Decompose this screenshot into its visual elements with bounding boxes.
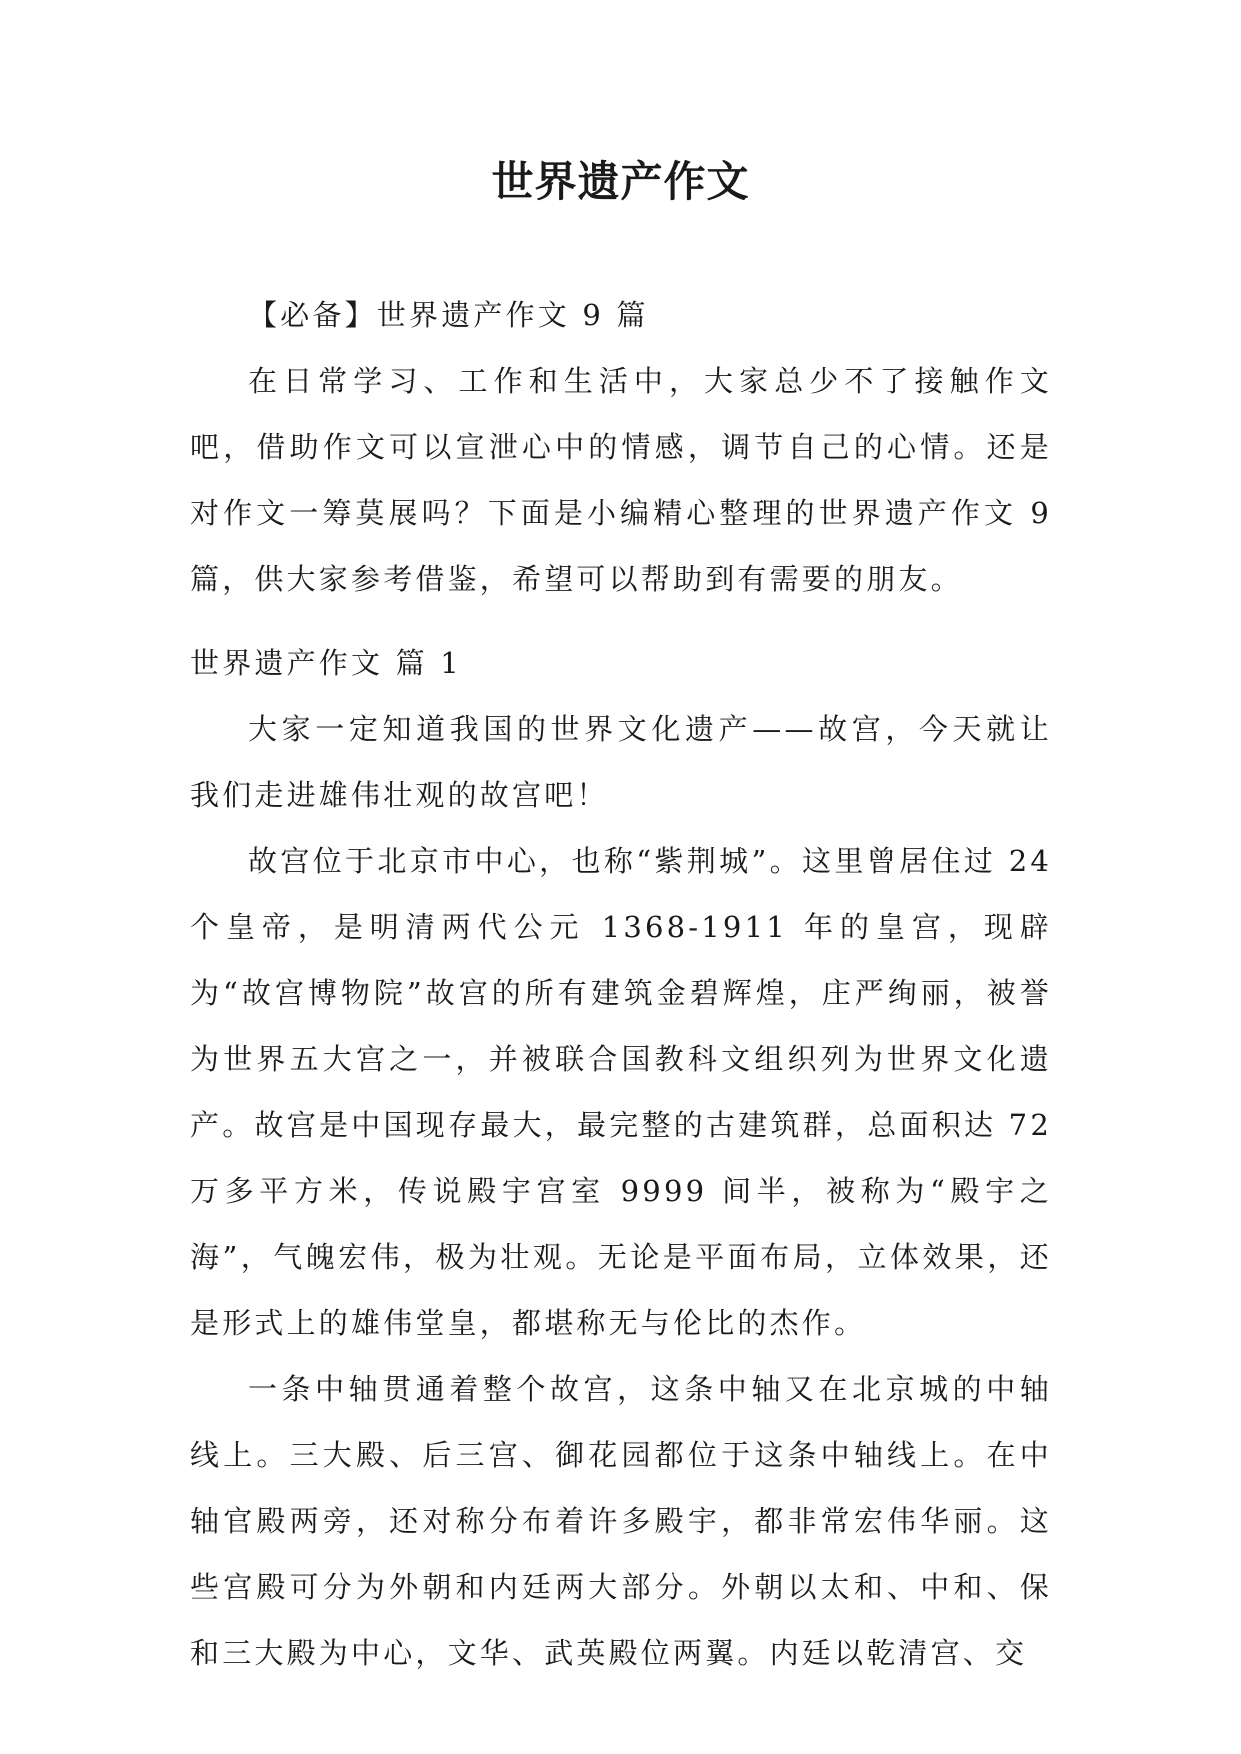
document-title: 世界遗产作文 xyxy=(491,157,750,206)
intro-paragraph: 在日常学习、工作和生活中，大家总少不了接触作文吧，借助作文可以宣泄心中的情感，调节自己的心情。还是对作文一筹莫展吗？下面是小编精心整理的世界遗产作文 9 篇，供大家参考借鉴，希望可以帮助到有需要的朋友。 xyxy=(190,364,1052,596)
section-paragraph: 大家一定知道我国的世界文化遗产——故宫，今天就让我们走进雄伟壮观的故宫吧！ xyxy=(190,712,1052,812)
intro-block xyxy=(190,282,1052,612)
essay-section-1 xyxy=(190,630,1052,1686)
section-paragraph: 一条中轴贯通着整个故宫，这条中轴又在北京城的中轴线上。三大殿、后三宫、御花园都位于这条中轴线上。在中轴官殿两旁，还对称分布着许多殿宇，都非常宏伟华丽。这些宫殿可分为外朝和内廷两大部分。外朝以太和、中和、保和三大殿为中心，文华、武英殿位两翼。内廷以乾清宫、交 xyxy=(190,1372,1052,1670)
section-paragraph: 故宫位于北京市中心，也称“紫荆城”。这里曾居住过 24 个皇帝，是明清两代公元 1368-1911 年的皇宫，现辟为“故宫博物院”故宫的所有建筑金碧辉煌，庄严绚丽，被誉为世界五大宫之一，并被联合国教科文组织列为世界文化遗产。故宫是中国现存最大，最完整的古建筑群，总面积达 72 万多平方米，传说殿宇宫室 9999 间半，被称为“殿宇之海”，气魄宏伟，极为壮观。无论是平面布局，立体效果，还是形式上的雄伟堂皇，都堪称无与伦比的杰作。 xyxy=(190,844,1052,1340)
intro-subtitle: 【必备】世界遗产作文 9 篇 xyxy=(248,298,649,332)
section-heading: 世界遗产作文 篇 1 xyxy=(190,646,462,680)
